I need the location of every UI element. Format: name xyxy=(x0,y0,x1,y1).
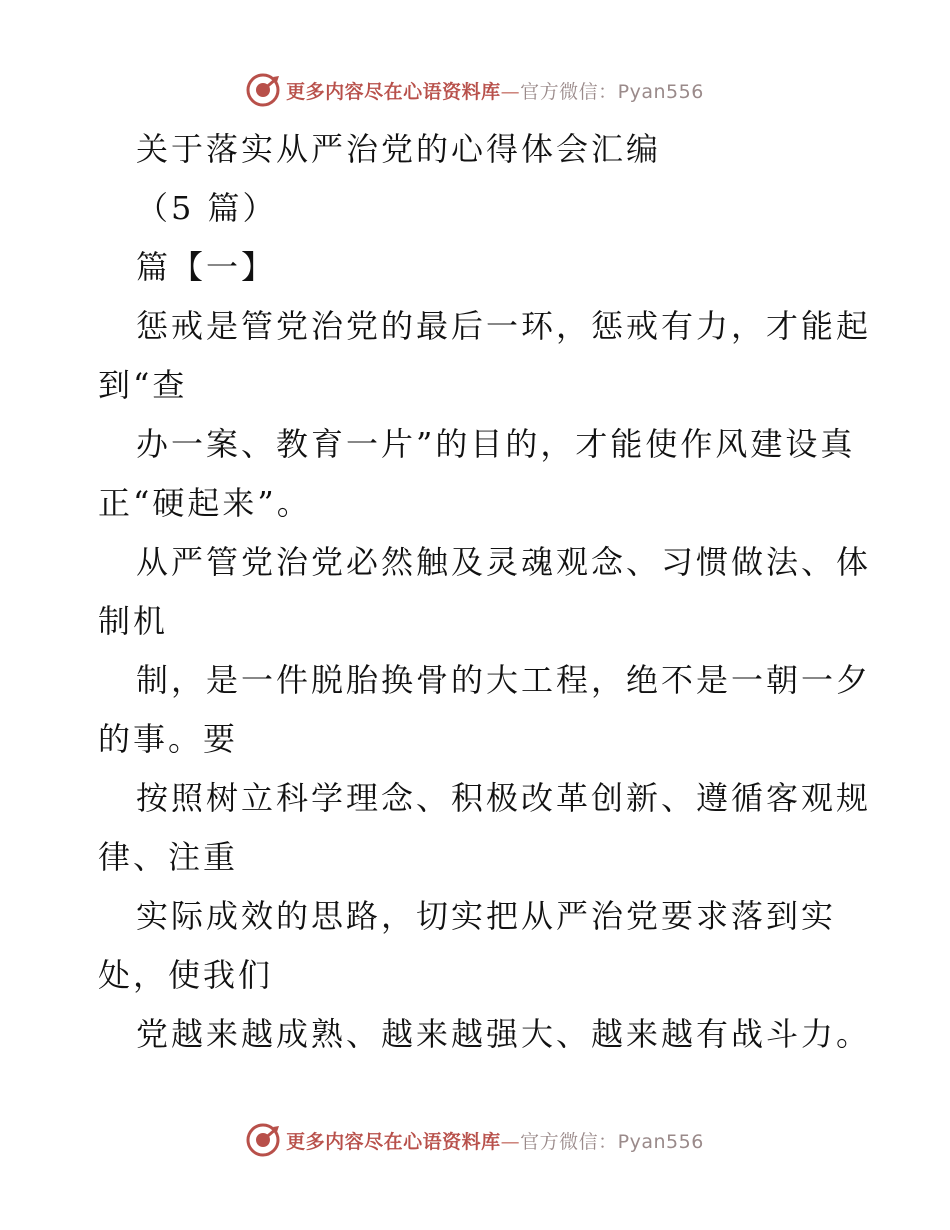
watermark-footer xyxy=(0,1120,950,1160)
text-line: 处，使我们 xyxy=(98,956,274,994)
text-line: 制机 xyxy=(98,602,169,640)
brand-logo-icon xyxy=(246,73,280,107)
text-line: 实际成效的思路，切实把从严治党要求落到实 xyxy=(136,897,837,935)
brand-logo-icon xyxy=(246,1123,280,1157)
text-line: 惩戒是管党治党的最后一环，惩戒有力，才能起 xyxy=(136,307,872,345)
document-title: 关于落实从严治党的心得体会汇编 xyxy=(136,130,662,168)
text-line: 按照树立科学理念、积极改革创新、遵循客观规 xyxy=(136,779,872,817)
document-body xyxy=(98,120,872,1064)
text-line: （5 篇） xyxy=(136,189,278,227)
text-line: 党越来越成熟、越来越强大、越来越有战斗力。 xyxy=(136,1015,872,1053)
watermark-text: 更多内容尽在心语资料库—官方微信：Pyan556 xyxy=(286,80,704,103)
watermark-text: 更多内容尽在心语资料库—官方微信：Pyan556 xyxy=(286,1130,704,1153)
text-line: 制，是一件脱胎换骨的大工程，绝不是一朝一夕 xyxy=(136,661,872,699)
text-line: 到“查 xyxy=(98,366,188,404)
text-line: 办一案、教育一片”的目的，才能使作风建设真 xyxy=(136,425,856,463)
text-line: 从严管党治党必然触及灵魂观念、习惯做法、体 xyxy=(136,543,872,581)
text-line: 律、注重 xyxy=(98,838,239,876)
text-line: 正“硬起来”。 xyxy=(98,484,312,522)
watermark-header xyxy=(0,70,950,110)
text-line: 的事。要 xyxy=(98,720,239,758)
text-line: 篇【一】 xyxy=(136,248,277,286)
